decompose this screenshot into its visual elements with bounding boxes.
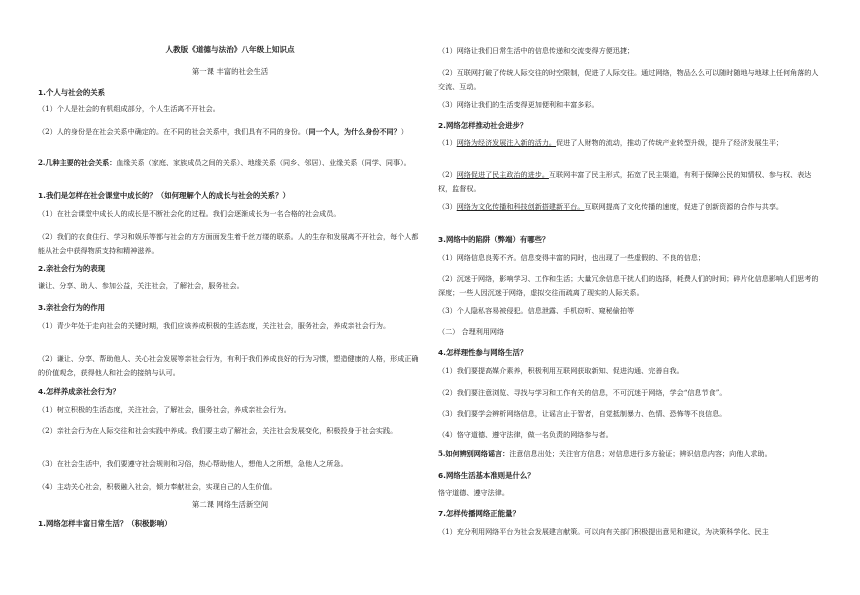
paragraph: 恪守道德、遵守法律。 bbox=[438, 488, 509, 497]
heading-network-traps: 3.网络中的陷阱（弊端）有哪些？ bbox=[438, 235, 550, 244]
paragraph-identity: （2）人的身份是在社会关系中确定的。在不同的社会关系中，我们具有不同的身份。（同一个人，为什么身份不同？） bbox=[38, 127, 408, 136]
lesson1-title: 第一课 丰富的社会生活 bbox=[191, 67, 269, 76]
section-title: （二） 合理利用网络 bbox=[438, 327, 505, 336]
paragraph: （2）谦让、分享、帮助他人、关心社会发展等亲社会行为，有利于我们养成良好的行为习惯，塑造健康的人格，形成正确的价值观念，获得他人和社会的接纳与认可。 bbox=[38, 354, 419, 377]
heading-growth: 1.我们是怎样在社会课堂中成长的？（如何理解个人的成长与社会的关系？） bbox=[38, 191, 290, 200]
paragraph: （3）网络让我们的生活变得更加便利和丰富多彩。 bbox=[438, 100, 599, 109]
heading-rational-participation: 4.怎样理性参与网络生活？ bbox=[438, 348, 528, 357]
relations-lead: 2.几种主要的社会关系： bbox=[38, 158, 117, 167]
heading-network-life: 1.网络怎样丰富日常生活？（积极影响） bbox=[38, 519, 172, 528]
heading-positive-energy: 7.怎样传播网络正能量？ bbox=[438, 509, 520, 518]
right-column bbox=[438, 0, 822, 595]
paragraph: （1）网络信息良莠不齐。信息变得丰富的同时，也出现了一些虚假的、不良的信息； bbox=[438, 253, 705, 262]
paragraph-relations: 2.几种主要的社会关系：血缘关系（家庭、家族成员之间的关系）、地缘关系（同乡、邻居）、业缘关系（同学、同事）。 bbox=[38, 158, 411, 167]
paragraph: （1）网络让我们日常生活中的信息传递和交流变得方便迅捷； bbox=[438, 46, 635, 55]
paragraph: （4）主动关心社会，积极融入社会，倾力奉献社会，实现自己的人生价值。 bbox=[38, 482, 277, 491]
question-bold: 同一个人，为什么身份不同？ bbox=[308, 127, 401, 136]
paragraph-rumor: 5.如何辨别网络谣言：注意信息出处；关注官方信息；对信息进行多方验证；辨识信息内容；向他人求助。 bbox=[438, 449, 772, 458]
paragraph: （1）我们要提高媒介素养，积极利用互联网获取新知、促进沟通、完善自我。 bbox=[438, 366, 684, 375]
paragraph: （3）网络为文化传播和科技创新搭建新平台。互联网提高了文化传播的速度，促进了创新资源的合作与共享。 bbox=[438, 202, 784, 211]
heading-cultivate-prosocial: 4.怎样养成亲社会行为？ bbox=[38, 387, 120, 396]
paragraph: （3）在社会生活中，我们要遵守社会规则和习俗，热心帮助他人，想他人之所想，急他人之所急。 bbox=[38, 459, 348, 468]
paragraph: （4）恪守道德、遵守法律，做一名负责的网络参与者。 bbox=[438, 430, 613, 439]
heading-individual-society: 1.个人与社会的关系 bbox=[38, 88, 106, 97]
underlined-phrase: 网络为文化传播和科技创新搭建新平台。 bbox=[456, 202, 585, 211]
underlined-phrase: 网络为经济发展注入新的活力。 bbox=[456, 138, 557, 147]
paragraph: （2）互联网打破了传统人际交往的时空限制，促进了人际交往。通过网络，物品么么可以随时随地与地球上任何角落的人交流、互动。 bbox=[438, 68, 819, 91]
paragraph: （1）充分利用网络平台为社会发展建言献策。可以向有关部门积极提出意见和建议，为决策科学化、民主 bbox=[438, 527, 769, 536]
paragraph: （2）我们要注意浏览、寻找与学习和工作有关的信息，不可沉迷于网络，学会“信息节食”。 bbox=[438, 388, 727, 397]
paragraph: （2）沉迷于网络，影响学习、工作和生活；大量冗余信息干扰人们的选择，耗费人们的时间；碎片化信息影响人们思考的深度；一些人因沉迷于网络，虚拟交往而疏离了现实的人际关系。 bbox=[438, 274, 819, 297]
paragraph: （2）网络促进了民主政治的进步。互联网丰富了民主形式，拓宽了民主渠道，有利于保障公民的知情权、参与权、表达权，监督权。 bbox=[438, 170, 812, 193]
heading-social-progress: 2.网络怎样推动社会进步？ bbox=[438, 121, 528, 130]
paragraph: （1）网络为经济发展注入新的活力。促进了人财物的流动，推动了传统产业转型升级，提升了经济发展生平； bbox=[438, 138, 784, 147]
paragraph: （2）亲社会行为在人际交往和社会实践中养成。我们要主动了解社会，关注社会发展变化，积极投身于社会实践。 bbox=[38, 426, 398, 435]
document-title: 人教版《道德与法治》八年级上知识点 bbox=[165, 45, 295, 54]
paragraph: （3）我们要学会辨析网络信息，让谣言止于智者，自觉抵制暴力、色情、恐怖等不良信息。 bbox=[438, 409, 727, 418]
paragraph: （1）青少年处于走向社会的关键时期，我们应该养成积极的生活态度，关注社会，服务社会，养成亲社会行为。 bbox=[38, 321, 391, 330]
paragraph: （2）我们的衣食住行、学习和娱乐等都与社会的方方面面发生着千丝万缕的联系。人的生存和发展离不开社会，每个人都能从社会中获得物质支持和精神滋养。 bbox=[38, 232, 419, 255]
paragraph: （1）个人是社会的有机组成部分，个人生活离不开社会。 bbox=[38, 104, 220, 113]
paragraph: （3）个人隐私容易被侵犯。信息泄露、手机窃听、窥秘偷拍等 bbox=[438, 306, 635, 315]
rumor-lead: 5.如何辨别网络谣言： bbox=[438, 449, 510, 458]
heading-basic-rules: 6.网络生活基本准则是什么？ bbox=[438, 471, 535, 480]
lesson2-title: 第二课 网络生活新空间 bbox=[191, 500, 269, 509]
paragraph: （1）树立积极的生活态度，关注社会，了解社会，服务社会，养成亲社会行为。 bbox=[38, 405, 291, 414]
heading-prosocial-effects: 3.亲社会行为的作用 bbox=[38, 303, 106, 312]
underlined-phrase: 网络促进了民主政治的进步。 bbox=[456, 170, 549, 179]
left-column bbox=[38, 0, 422, 595]
paragraph: 谦让、分享、助人、参加公益，关注社会，了解社会，服务社会。 bbox=[38, 281, 244, 290]
heading-prosocial-forms: 2.亲社会行为的表现 bbox=[38, 264, 106, 273]
paragraph: （1）在社会课堂中成长人的成长是不断社会化的过程。我们会逐渐成长为一名合格的社会成员。 bbox=[38, 209, 341, 218]
